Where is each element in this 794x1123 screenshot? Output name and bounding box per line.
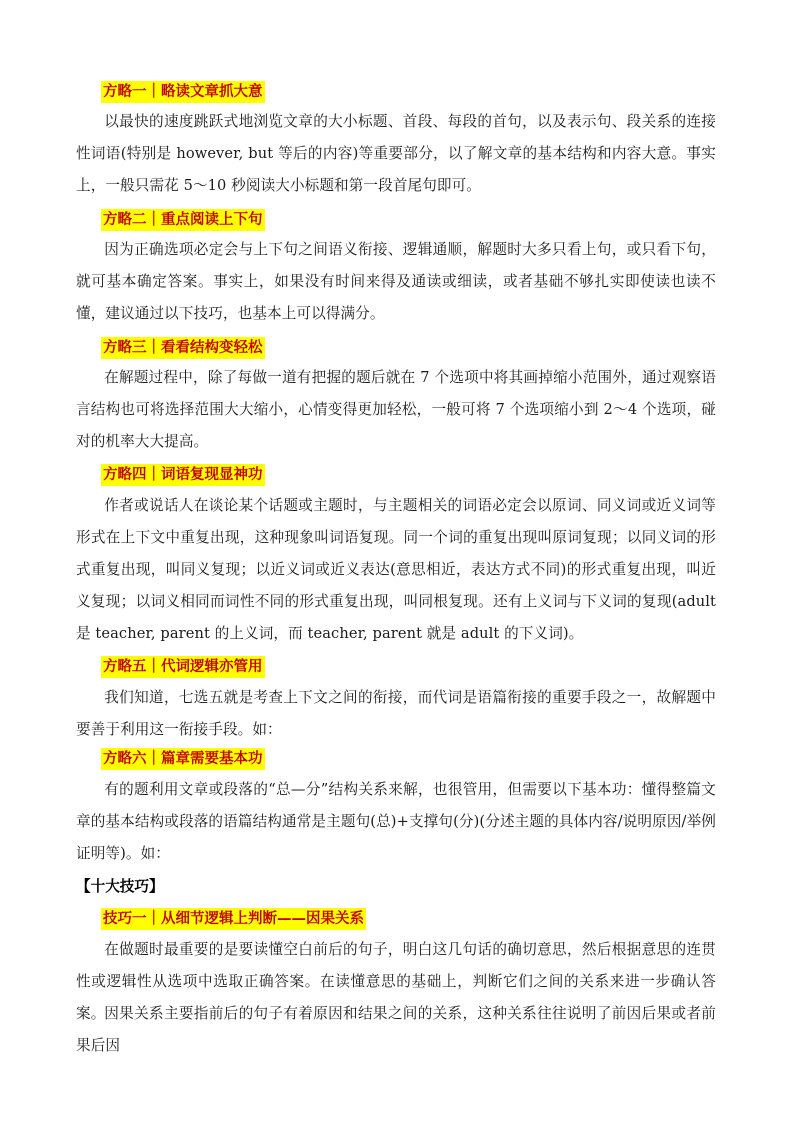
strategy-3-heading: 方略三｜看看结构变轻松 bbox=[101, 337, 265, 359]
strategy-3-body: 在解题过程中，除了每做一道有把握的题后就在 7 个选项中将其画掉缩小范围外，通过观察语言结构也可将选择范围大大缩小，心情变得更加轻松，一般可将 7 个选项缩小到 2～4 个选项，碰对的机率大大提高。 bbox=[76, 369, 716, 450]
strategy-2-body: 因为正确选项必定会与上下句之间语义衔接、逻辑通顺，解题时大多只看上句，或只看下句，就可基本确定答案。事实上，如果没有时间来得及通读或细读，或者基础不够扎实即使读也读不懂，建议通过以下技巧，也基本上可以得满分。 bbox=[76, 241, 716, 322]
strategy-2-heading: 方略二｜重点阅读上下句 bbox=[101, 209, 265, 231]
strategy-5-heading: 方略五｜代词逻辑亦管用 bbox=[101, 656, 265, 678]
strategy-4-body: 作者或说话人在谈论某个话题或主题时，与主题相关的词语必定会以原词、同义词或近义词等形式在上下文中重复出现，这种现象叫词语复现。同一个词的重复出现叫原词复现；以同义词的形式重复出现，叫同义复现；以近义词或近义表达(意思相近，表达方式不同)的形式重复出现，叫近义复现；以词义相同而词性不同的形式重复出现，叫同根复现。还有上义词与下义词的复现(adult 是 teacher, parent 的上义词，而 teacher, parent 就是 adult 的下义词)。 bbox=[76, 497, 716, 642]
strategy-1-body: 以最快的速度跳跃式地浏览文章的大小标题、首段、每段的首句，以及表示句、段关系的连接性词语(特别是 however, but 等后的内容)等重要部分，以了解文章的基本结构和内容大意。事实上，一般只需花 5～10 秒阅读大小标题和第一段首尾句即可。 bbox=[76, 113, 716, 194]
strategy-6-heading: 方略六｜篇章需要基本功 bbox=[101, 748, 265, 770]
tip-1-body-continued: 因果关系主要指前后的句子有着原因和结果之间的关系，这种关系往往说明了前因后果或者前果后因 bbox=[76, 1005, 716, 1054]
tip-1-heading: 技巧一｜从细节逻辑上判断——因果关系 bbox=[101, 908, 366, 930]
strategy-4-heading: 方略四｜词语复现显神功 bbox=[101, 464, 265, 486]
strategy-6-body: 有的题利用文章或段落的“总—分”结构关系来解，也很管用，但需要以下基本功：懂得整篇文章的基本结构或段落的语篇结构通常是主题句(总)+支撑句(分)(分述主题的具体内容/说明原因/举例证明等)。如： bbox=[76, 781, 716, 862]
section-title: 【十大技巧】 bbox=[76, 878, 164, 895]
strategy-1-heading: 方略一｜略读文章抓大意 bbox=[101, 81, 265, 103]
tip-1-body: 在做题时最重要的是要读懂空白前后的句子，明白这几句话的确切意思，然后根据意思的连贯性或逻辑性从选项中选取正确答案。在读懂意思的基础上，判断它们之间的关系来进一步确认答案。 bbox=[76, 941, 716, 1022]
strategy-5-body: 我们知道，七选五就是考查上下文之间的衔接，而代词是语篇衔接的重要手段之一，故解题中要善于利用这一衔接手段。如： bbox=[76, 689, 716, 738]
